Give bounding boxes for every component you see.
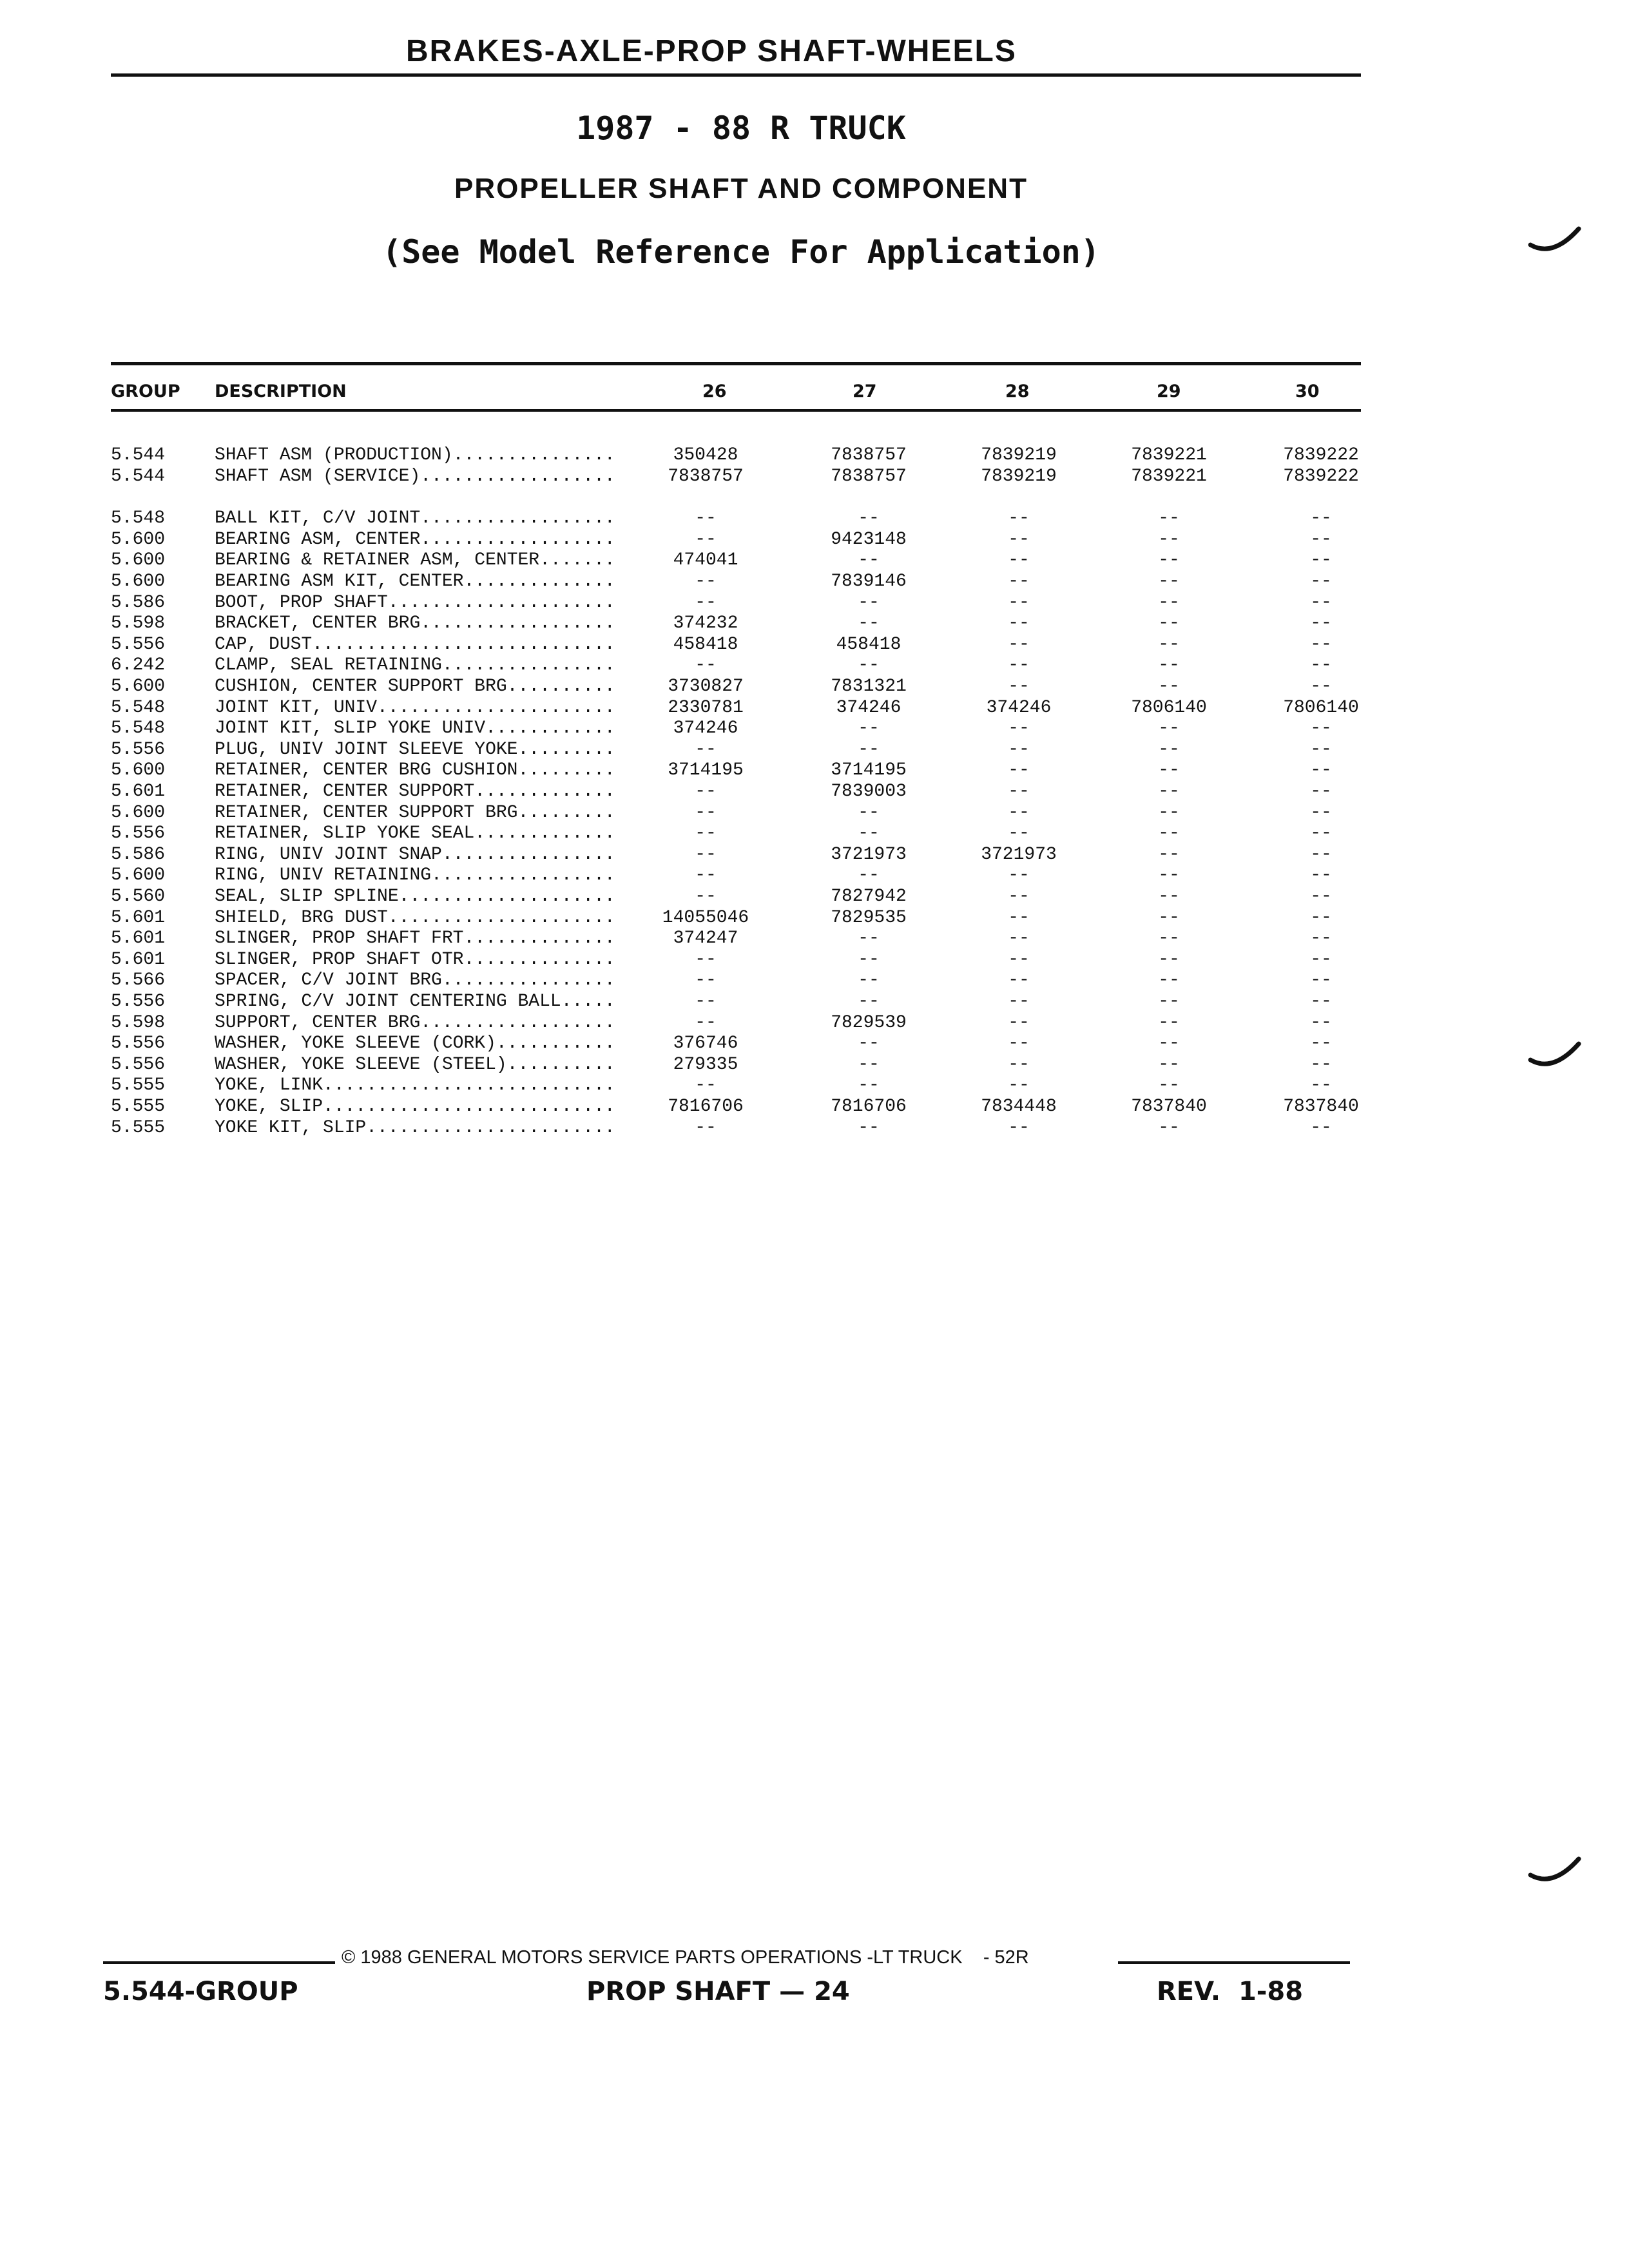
row-value-29: -- — [1158, 949, 1180, 970]
row-group: 5.548 — [111, 718, 166, 739]
table-row — [0, 844, 1629, 865]
row-value-26: 350428 — [673, 445, 738, 465]
row-value-26: 3714195 — [668, 760, 744, 781]
row-value-30: -- — [1310, 572, 1332, 591]
row-group: 5.556 — [111, 823, 166, 844]
row-value-29: -- — [1158, 1117, 1180, 1138]
row-value-30: -- — [1310, 802, 1332, 823]
col-header-26: 26 — [702, 381, 727, 401]
binder-hole-mark-icon — [1527, 1034, 1585, 1073]
row-value-28: -- — [1008, 907, 1030, 928]
row-value-29: 7839221 — [1131, 466, 1207, 486]
row-value-27: 7839146 — [831, 572, 907, 591]
row-value-27: -- — [858, 949, 880, 970]
row-group: 5.555 — [111, 1097, 166, 1117]
row-value-30: -- — [1310, 907, 1332, 928]
row-value-26: -- — [695, 572, 717, 591]
row-value-26: 474041 — [673, 550, 738, 571]
title-year: 1987 - 88 R TRUCK — [576, 110, 906, 147]
row-value-27: -- — [858, 655, 880, 676]
row-group: 5.600 — [111, 550, 166, 571]
table-row — [0, 781, 1629, 802]
row-description: CUSHION, CENTER SUPPORT BRG.......... — [215, 677, 615, 697]
row-value-29: -- — [1158, 907, 1180, 928]
col-header-28: 28 — [1005, 381, 1030, 401]
row-value-26: 458418 — [673, 634, 738, 655]
row-value-27: 9423148 — [831, 529, 907, 550]
row-group: 5.601 — [111, 907, 166, 928]
table-row — [0, 508, 1629, 529]
title-component: PROPELLER SHAFT AND COMPONENT — [454, 173, 1028, 204]
row-value-29: -- — [1158, 1075, 1180, 1096]
row-value-30: -- — [1310, 992, 1332, 1012]
table-row — [0, 550, 1629, 571]
row-value-26: 3730827 — [668, 677, 744, 697]
row-value-28: -- — [1008, 992, 1030, 1012]
table-row — [0, 970, 1629, 991]
table-row — [0, 907, 1629, 928]
col-header-29: 29 — [1157, 381, 1181, 401]
header-rule — [111, 73, 1361, 77]
row-value-29: 7839221 — [1131, 445, 1207, 465]
table-row — [0, 634, 1629, 655]
row-description: RETAINER, CENTER SUPPORT BRG......... — [215, 802, 615, 823]
row-value-29: -- — [1158, 887, 1180, 907]
row-value-27: -- — [858, 970, 880, 991]
row-value-27: -- — [858, 613, 880, 634]
row-value-29: -- — [1158, 572, 1180, 591]
row-value-28: -- — [1008, 592, 1030, 613]
row-value-30: -- — [1310, 928, 1332, 949]
row-value-29: -- — [1158, 802, 1180, 823]
row-value-29: -- — [1158, 1033, 1180, 1054]
table-row — [0, 676, 1629, 697]
table-row — [0, 949, 1629, 970]
table-row — [0, 1117, 1629, 1139]
row-value-29: -- — [1158, 970, 1180, 991]
row-value-28: 7839219 — [981, 445, 1057, 465]
table-row — [0, 466, 1629, 487]
row-value-29: -- — [1158, 677, 1180, 697]
row-description: YOKE KIT, SLIP....................... — [215, 1117, 615, 1138]
row-value-29: -- — [1158, 760, 1180, 781]
row-value-28: -- — [1008, 718, 1030, 739]
row-description: SHAFT ASM (SERVICE).................. — [215, 466, 615, 486]
row-value-29: -- — [1158, 550, 1180, 571]
row-value-28: -- — [1008, 550, 1030, 571]
row-value-27: 7838757 — [831, 445, 907, 465]
row-value-30: -- — [1310, 508, 1332, 529]
row-value-26: -- — [695, 887, 717, 907]
row-value-29: -- — [1158, 782, 1180, 802]
row-description: CAP, DUST............................ — [215, 634, 615, 655]
row-value-30: -- — [1310, 760, 1332, 781]
row-group: 6.242 — [111, 655, 166, 676]
row-group: 5.601 — [111, 928, 166, 949]
row-value-29: 7837840 — [1131, 1097, 1207, 1117]
row-value-26: 374232 — [673, 613, 738, 634]
row-value-30: -- — [1310, 887, 1332, 907]
row-description: YOKE, LINK........................... — [215, 1075, 615, 1096]
row-group: 5.600 — [111, 865, 166, 886]
row-value-28: -- — [1008, 508, 1030, 529]
row-value-27: -- — [858, 592, 880, 613]
row-value-26: 7838757 — [668, 466, 744, 486]
row-value-28: -- — [1008, 760, 1030, 781]
row-value-30: -- — [1310, 677, 1332, 697]
table-row — [0, 445, 1629, 466]
row-value-29: -- — [1158, 844, 1180, 865]
binder-hole-mark-icon — [1527, 219, 1585, 258]
row-group: 5.598 — [111, 613, 166, 634]
row-value-26: -- — [695, 865, 717, 886]
section-heading: BRAKES-AXLE-PROP SHAFT-WHEELS — [406, 34, 1017, 68]
row-description: SEAL, SLIP SPLINE.................... — [215, 887, 615, 907]
row-value-27: -- — [858, 802, 880, 823]
footer-group: 5.544-GROUP — [103, 1977, 298, 2006]
row-value-26: 2330781 — [668, 697, 744, 718]
row-description: RETAINER, CENTER SUPPORT............. — [215, 782, 615, 802]
table-top-rule — [111, 362, 1361, 365]
table-row — [0, 1096, 1629, 1117]
row-value-29: -- — [1158, 823, 1180, 844]
row-value-27: -- — [858, 1075, 880, 1096]
row-value-27: -- — [858, 928, 880, 949]
row-value-30: -- — [1310, 739, 1332, 760]
row-value-27: 3714195 — [831, 760, 907, 781]
row-value-28: -- — [1008, 782, 1030, 802]
row-group: 5.601 — [111, 949, 166, 970]
row-value-29: -- — [1158, 1012, 1180, 1033]
col-header-description: DESCRIPTION — [215, 381, 347, 401]
row-description: RING, UNIV RETAINING................. — [215, 865, 615, 886]
row-value-27: -- — [858, 1117, 880, 1138]
row-description: BEARING ASM KIT, CENTER.............. — [215, 572, 615, 591]
col-header-group: GROUP — [111, 381, 180, 401]
row-value-29: -- — [1158, 529, 1180, 550]
row-value-30: -- — [1310, 613, 1332, 634]
row-value-27: 3721973 — [831, 844, 907, 865]
row-value-28: 7834448 — [981, 1097, 1057, 1117]
row-value-30: -- — [1310, 1033, 1332, 1054]
row-value-27: 7829539 — [831, 1012, 907, 1033]
row-value-28: -- — [1008, 823, 1030, 844]
row-description: BEARING & RETAINER ASM, CENTER....... — [215, 550, 615, 571]
row-value-28: 7839219 — [981, 466, 1057, 486]
row-value-30: -- — [1310, 550, 1332, 571]
row-value-26: -- — [695, 1012, 717, 1033]
row-value-29: 7806140 — [1131, 697, 1207, 718]
table-row — [0, 592, 1629, 613]
footer-copyright: © 1988 GENERAL MOTORS SERVICE PARTS OPERATIONS -LT TRUCK - 52R — [342, 1947, 1029, 1968]
row-description: SLINGER, PROP SHAFT OTR.............. — [215, 949, 615, 970]
table-row — [0, 1033, 1629, 1054]
row-value-29: -- — [1158, 739, 1180, 760]
row-group: 5.544 — [111, 445, 166, 465]
row-value-28: -- — [1008, 887, 1030, 907]
row-value-27: 7827942 — [831, 887, 907, 907]
row-value-28: 3721973 — [981, 844, 1057, 865]
row-group: 5.598 — [111, 1012, 166, 1033]
row-value-27: 7838757 — [831, 466, 907, 486]
row-value-26: -- — [695, 992, 717, 1012]
table-row — [0, 865, 1629, 886]
row-description: RING, UNIV JOINT SNAP................ — [215, 844, 615, 865]
row-value-28: -- — [1008, 865, 1030, 886]
row-value-26: 376746 — [673, 1033, 738, 1054]
row-description: WASHER, YOKE SLEEVE (CORK)........... — [215, 1033, 615, 1054]
table-row — [0, 655, 1629, 676]
footer-page: PROP SHAFT — 24 — [586, 1977, 850, 2006]
row-description: RETAINER, SLIP YOKE SEAL............. — [215, 823, 615, 844]
row-value-26: 374246 — [673, 718, 738, 739]
row-value-27: 374246 — [836, 697, 901, 718]
row-value-30: -- — [1310, 655, 1332, 676]
row-value-27: -- — [858, 865, 880, 886]
row-value-30: -- — [1310, 949, 1332, 970]
table-row — [0, 760, 1629, 781]
row-value-30: 7837840 — [1283, 1097, 1359, 1117]
row-value-28: -- — [1008, 1012, 1030, 1033]
row-value-26: -- — [695, 592, 717, 613]
row-value-30: -- — [1310, 592, 1332, 613]
row-group: 5.556 — [111, 1054, 166, 1075]
row-value-28: -- — [1008, 677, 1030, 697]
row-group: 5.601 — [111, 782, 166, 802]
table-row — [0, 1054, 1629, 1075]
row-value-29: -- — [1158, 613, 1180, 634]
row-description: BEARING ASM, CENTER.................. — [215, 529, 615, 550]
table-row — [0, 718, 1629, 739]
row-description: JOINT KIT, UNIV...................... — [215, 697, 615, 718]
row-value-28: -- — [1008, 529, 1030, 550]
row-value-26: -- — [695, 739, 717, 760]
row-value-30: -- — [1310, 823, 1332, 844]
row-value-28: -- — [1008, 1117, 1030, 1138]
table-row — [0, 697, 1629, 718]
row-value-26: -- — [695, 802, 717, 823]
row-value-28: -- — [1008, 1075, 1030, 1096]
row-value-27: 7816706 — [831, 1097, 907, 1117]
row-group: 5.600 — [111, 529, 166, 550]
row-value-26: -- — [695, 949, 717, 970]
row-value-26: -- — [695, 1117, 717, 1138]
col-header-30: 30 — [1295, 381, 1320, 401]
row-value-26: -- — [695, 970, 717, 991]
row-value-26: -- — [695, 508, 717, 529]
row-description: RETAINER, CENTER BRG CUSHION......... — [215, 760, 615, 781]
row-description: YOKE, SLIP........................... — [215, 1097, 615, 1117]
table-header-rule — [111, 409, 1361, 412]
row-value-27: -- — [858, 739, 880, 760]
row-value-26: -- — [695, 529, 717, 550]
row-value-26: 374247 — [673, 928, 738, 949]
row-value-28: -- — [1008, 928, 1030, 949]
row-value-26: -- — [695, 823, 717, 844]
row-description: SHAFT ASM (PRODUCTION)............... — [215, 445, 615, 465]
row-group: 5.556 — [111, 1033, 166, 1054]
col-header-27: 27 — [853, 381, 877, 401]
row-group: 5.556 — [111, 634, 166, 655]
binder-hole-mark-icon — [1527, 1849, 1585, 1888]
table-row — [0, 613, 1629, 634]
row-value-28: -- — [1008, 655, 1030, 676]
row-value-29: -- — [1158, 928, 1180, 949]
row-value-28: -- — [1008, 949, 1030, 970]
table-row — [0, 1012, 1629, 1033]
table-row — [0, 739, 1629, 760]
row-value-30: -- — [1310, 718, 1332, 739]
row-value-27: 458418 — [836, 634, 901, 655]
table-row — [0, 571, 1629, 592]
row-description: PLUG, UNIV JOINT SLEEVE YOKE......... — [215, 739, 615, 760]
table-row — [0, 823, 1629, 844]
row-value-28: 374246 — [986, 697, 1052, 718]
row-group: 5.600 — [111, 760, 166, 781]
row-value-28: -- — [1008, 572, 1030, 591]
row-value-28: -- — [1008, 802, 1030, 823]
row-description: SHIELD, BRG DUST..................... — [215, 907, 615, 928]
row-value-28: -- — [1008, 970, 1030, 991]
row-value-26: 7816706 — [668, 1097, 744, 1117]
table-row — [0, 886, 1629, 907]
row-value-27: -- — [858, 718, 880, 739]
row-value-30: -- — [1310, 1117, 1332, 1138]
row-value-30: 7839222 — [1283, 445, 1359, 465]
row-group: 5.600 — [111, 572, 166, 591]
row-value-29: -- — [1158, 592, 1180, 613]
row-value-30: -- — [1310, 865, 1332, 886]
row-value-28: -- — [1008, 613, 1030, 634]
row-value-26: -- — [695, 782, 717, 802]
row-value-30: -- — [1310, 1075, 1332, 1096]
row-description: SPACER, C/V JOINT BRG................ — [215, 970, 615, 991]
row-description: BALL KIT, C/V JOINT.................. — [215, 508, 615, 529]
row-value-30: -- — [1310, 634, 1332, 655]
footer-rule-right — [1118, 1961, 1350, 1964]
row-group: 5.555 — [111, 1075, 166, 1096]
row-value-26: -- — [695, 655, 717, 676]
row-value-28: -- — [1008, 1054, 1030, 1075]
table-row — [0, 802, 1629, 823]
row-value-30: -- — [1310, 1054, 1332, 1075]
row-value-30: -- — [1310, 782, 1332, 802]
row-description: CLAMP, SEAL RETAINING................ — [215, 655, 615, 676]
row-value-29: -- — [1158, 655, 1180, 676]
row-value-27: -- — [858, 992, 880, 1012]
row-description: JOINT KIT, SLIP YOKE UNIV............ — [215, 718, 615, 739]
row-value-26: 14055046 — [662, 907, 749, 928]
table-row — [0, 928, 1629, 949]
row-value-27: -- — [858, 508, 880, 529]
row-value-28: -- — [1008, 634, 1030, 655]
row-description: WASHER, YOKE SLEEVE (STEEL).......... — [215, 1054, 615, 1075]
row-value-29: -- — [1158, 992, 1180, 1012]
row-value-29: -- — [1158, 508, 1180, 529]
row-value-27: -- — [858, 1033, 880, 1054]
table-row — [0, 1075, 1629, 1096]
row-value-27: 7831321 — [831, 677, 907, 697]
row-group: 5.566 — [111, 970, 166, 991]
row-value-27: 7829535 — [831, 907, 907, 928]
row-group: 5.544 — [111, 466, 166, 486]
row-value-28: -- — [1008, 739, 1030, 760]
table-row — [0, 529, 1629, 550]
row-description: SPRING, C/V JOINT CENTERING BALL..... — [215, 992, 615, 1012]
row-value-29: -- — [1158, 634, 1180, 655]
row-value-27: 7839003 — [831, 782, 907, 802]
row-value-29: -- — [1158, 1054, 1180, 1075]
row-value-29: -- — [1158, 865, 1180, 886]
row-value-26: -- — [695, 1075, 717, 1096]
footer-rule-left — [103, 1961, 335, 1964]
row-value-30: -- — [1310, 1012, 1332, 1033]
row-value-27: -- — [858, 550, 880, 571]
footer-revision: REV. 1-88 — [1157, 1977, 1304, 2006]
row-group: 5.586 — [111, 844, 166, 865]
row-group: 5.555 — [111, 1117, 166, 1138]
row-value-30: -- — [1310, 529, 1332, 550]
row-group: 5.548 — [111, 697, 166, 718]
row-group: 5.548 — [111, 508, 166, 529]
row-group: 5.600 — [111, 802, 166, 823]
row-group: 5.600 — [111, 677, 166, 697]
row-group: 5.556 — [111, 739, 166, 760]
table-row — [0, 991, 1629, 1012]
row-description: SLINGER, PROP SHAFT FRT.............. — [215, 928, 615, 949]
row-value-30: -- — [1310, 844, 1332, 865]
row-value-29: -- — [1158, 718, 1180, 739]
row-group: 5.560 — [111, 887, 166, 907]
row-value-30: -- — [1310, 970, 1332, 991]
row-description: BRACKET, CENTER BRG.................. — [215, 613, 615, 634]
row-value-27: -- — [858, 1054, 880, 1075]
row-value-30: 7839222 — [1283, 466, 1359, 486]
row-value-26: 279335 — [673, 1054, 738, 1075]
title-note: (See Model Reference For Application) — [382, 233, 1100, 271]
row-description: SUPPORT, CENTER BRG.................. — [215, 1012, 615, 1033]
row-value-30: 7806140 — [1283, 697, 1359, 718]
row-value-27: -- — [858, 823, 880, 844]
row-description: BOOT, PROP SHAFT..................... — [215, 592, 615, 613]
row-group: 5.556 — [111, 992, 166, 1012]
row-value-28: -- — [1008, 1033, 1030, 1054]
row-value-26: -- — [695, 844, 717, 865]
row-group: 5.586 — [111, 592, 166, 613]
